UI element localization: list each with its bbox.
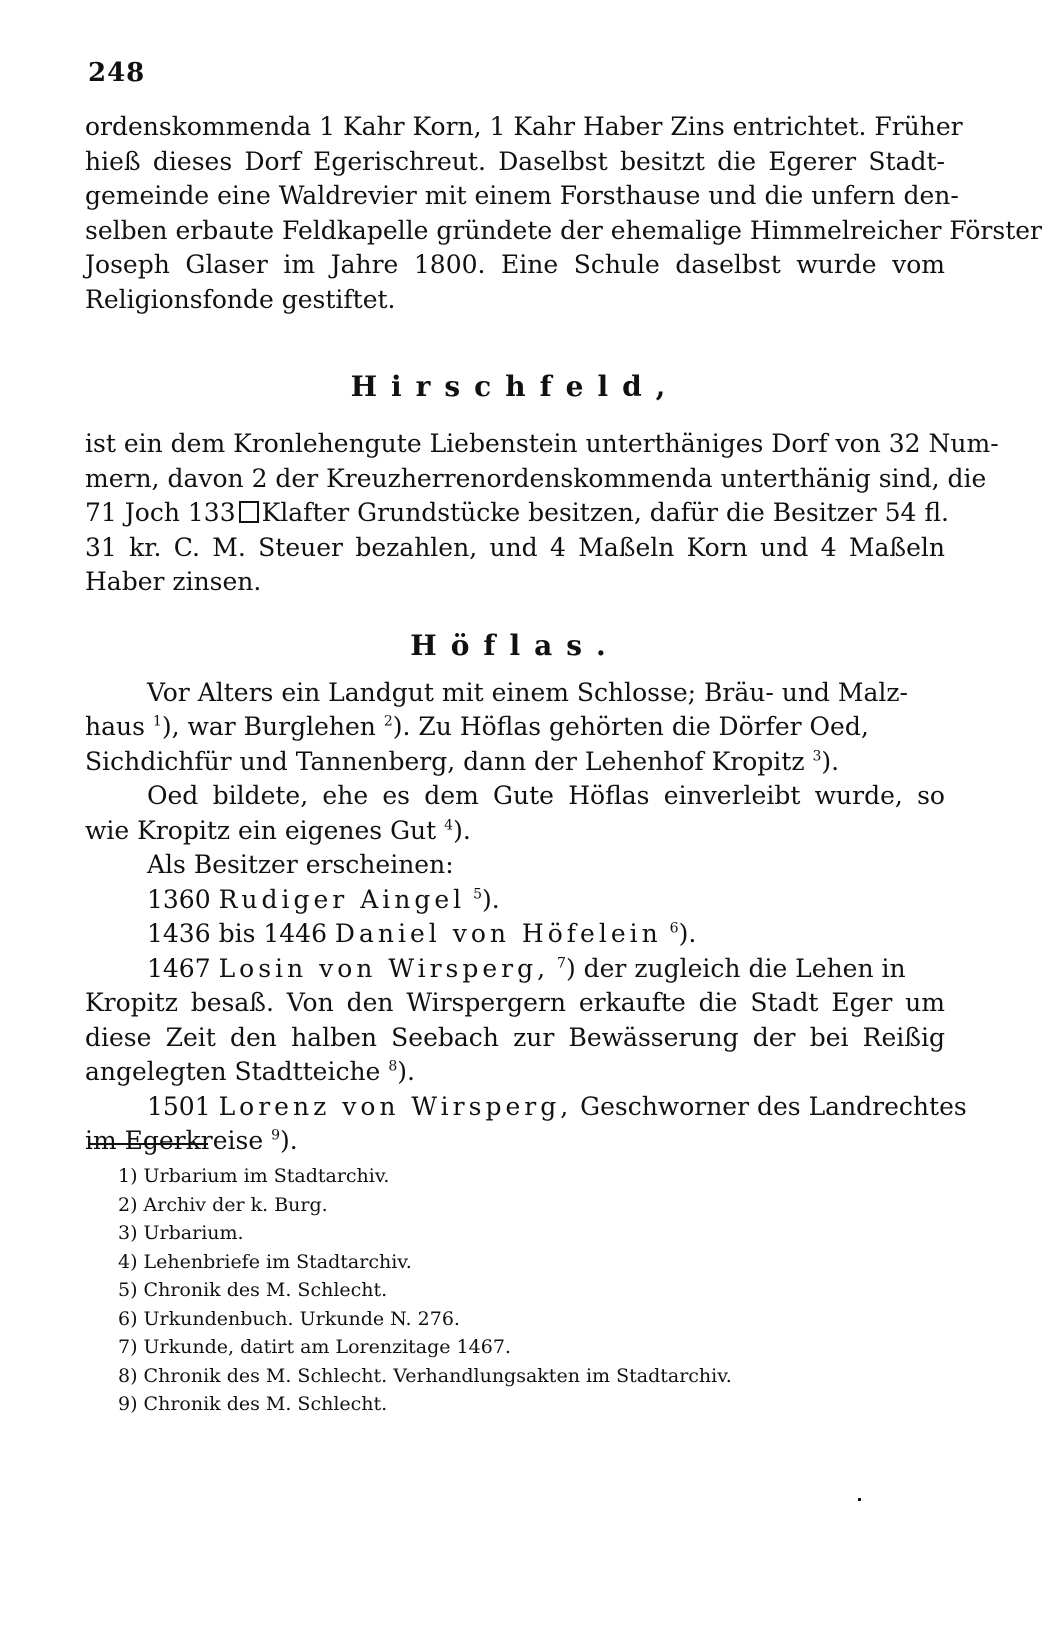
text-span: Sichdichfür und Tannenberg, dann der Lehenhof Kropitz (85, 746, 805, 776)
hirschfeld-line-5: Haber zinsen. (85, 567, 262, 596)
heading-hoeflas: Höflas. (410, 628, 620, 662)
owner-4-rest: Geschworner des Landrechtes (580, 1091, 967, 1121)
owner-1 (85, 883, 945, 918)
footnote-9: 9) Chronik des M. Schlecht. (118, 1393, 388, 1415)
footnote-ref: 2 (383, 713, 393, 730)
intro-line-5: Joseph Glaser im Jahre 1800. Eine Schule daselbst wurde vom (85, 250, 945, 279)
hoeflas-p2-line-2 (85, 814, 945, 849)
intro-line-3: gemeinde eine Waldrevier mit einem Forsthause und die unfern den- (85, 181, 959, 210)
text-span: ), war Burglehen (161, 712, 376, 741)
text-span: haus (85, 712, 145, 741)
footnote-ref: 1 (152, 713, 162, 730)
footnote-ref: 8 (388, 1058, 398, 1075)
text-span: im Egerkreise (85, 1126, 264, 1155)
heading-hirschfeld: Hirschfeld, (350, 370, 680, 403)
footnote-5: 5) Chronik des M. Schlecht. (118, 1279, 388, 1301)
text-span: ). (397, 1057, 415, 1086)
intro-line-2: hieß dieses Dorf Egerischreut. Daselbst besitzt die Egerer Stadt- (85, 146, 945, 176)
hoeflas-p1-line-1: Vor Alters ein Landgut mit einem Schlosse; Bräu- und Malz- (147, 677, 908, 707)
print-speck (858, 1498, 861, 1501)
square-klafter-icon (239, 501, 259, 523)
owner-3-line-4 (85, 1055, 945, 1090)
text-span: ) der zugleich die Lehen in (565, 953, 906, 983)
footnotes (118, 1162, 938, 1419)
page-number: 248 (88, 58, 146, 88)
owner-3-line-2: Kropitz besaß. Von den Wirspergern erkaufte die Stadt Eger um (85, 988, 945, 1017)
text-span: ). Zu Höflas gehörten die Dörfer Oed, (392, 712, 869, 741)
hirschfeld-line-4: 31 kr. C. M. Steuer bezahlen, und 4 Maßeln Korn und 4 Maßeln (85, 532, 945, 562)
text-span: ). (821, 746, 840, 776)
owner-4-name: Lorenz von Wirsperg, (218, 1091, 573, 1121)
footnote-ref: 3 (812, 748, 822, 765)
owner-1-name: Rudiger Aingel (218, 884, 466, 914)
owner-4-line-2 (85, 1124, 945, 1159)
hoeflas-p1-line-3 (85, 745, 945, 780)
owner-2-years: 1436 bis 1446 (147, 919, 327, 948)
owner-3-line-3: diese Zeit den halben Seebach zur Bewässerung der bei Reißig (85, 1022, 945, 1052)
hirschfeld-line-3 (85, 496, 949, 531)
footnote-1: 1) Urbarium im Stadtarchiv. (118, 1165, 390, 1187)
footnote-ref: 5 (473, 886, 483, 903)
footnote-ref: 7 (557, 955, 566, 972)
owner-3-year: 1467 (147, 953, 211, 983)
footnote-ref: 4 (444, 817, 454, 834)
intro-line-6: Religionsfonde gestiftet. (85, 284, 396, 314)
footnote-8: 8) Chronik des M. Schlecht. Verhandlungsakten im Stadtarchiv. (118, 1364, 732, 1387)
footnote-3: 3) Urbarium. (118, 1222, 244, 1244)
owner-4 (85, 1090, 967, 1125)
hirschfeld-line-2: mern, davon 2 der Kreuzherrenordenskommenda unterthänig sind, die (85, 463, 987, 493)
footnote-divider (88, 1143, 208, 1145)
intro-line-1: ordenskommenda 1 Kahr Korn, 1 Kahr Haber Zins entrichtet. Früher (85, 112, 963, 141)
owner-3 (85, 952, 945, 987)
hoeflas-p1-line-2 (85, 710, 945, 745)
owner-1-year: 1360 (147, 884, 211, 914)
text-span: ). (482, 884, 500, 914)
footnote-ref: 6 (669, 920, 679, 937)
hirschfeld-line-1: ist ein dem Kronlehengute Liebenstein unterthäniges Dorf von 32 Num- (85, 429, 999, 458)
owner-2 (85, 917, 945, 952)
text-span: ). (678, 919, 697, 948)
main-text (85, 110, 1042, 1159)
owner-4-year: 1501 (147, 1091, 211, 1121)
hirschfeld-line-3-start: 71 Joch 133 (85, 498, 236, 527)
text-span: ). (280, 1126, 298, 1155)
hirschfeld-line-3-end: Klafter Grundstücke besitzen, dafür die Besitzer 54 fl. (261, 498, 949, 527)
footnote-ref: 9 (271, 1127, 281, 1144)
footnote-2: 2) Archiv der k. Burg. (118, 1193, 328, 1216)
owner-2-name: Daniel von Höfelein (334, 919, 662, 948)
owner-3-name: Losin von Wirsperg, (218, 953, 550, 983)
hoeflas-p2-line-1: Oed bildete, ehe es dem Gute Höflas einverleibt wurde, so (147, 781, 945, 810)
text-span: ). (453, 815, 471, 845)
text-span: angelegten Stadtteiche (85, 1057, 381, 1086)
owners-intro: Als Besitzer erscheinen: (147, 850, 454, 879)
footnote-7: 7) Urkunde, datirt am Lorenzitage 1467. (118, 1336, 511, 1358)
text-span: wie Kropitz ein eigenes Gut (85, 815, 437, 845)
footnote-6: 6) Urkundenbuch. Urkunde N. 276. (118, 1307, 460, 1330)
footnote-4: 4) Lehenbriefe im Stadtarchiv. (118, 1250, 412, 1273)
intro-line-4: selben erbaute Feldkapelle gründete der ehemalige Himmelreicher Förster (85, 215, 1042, 245)
